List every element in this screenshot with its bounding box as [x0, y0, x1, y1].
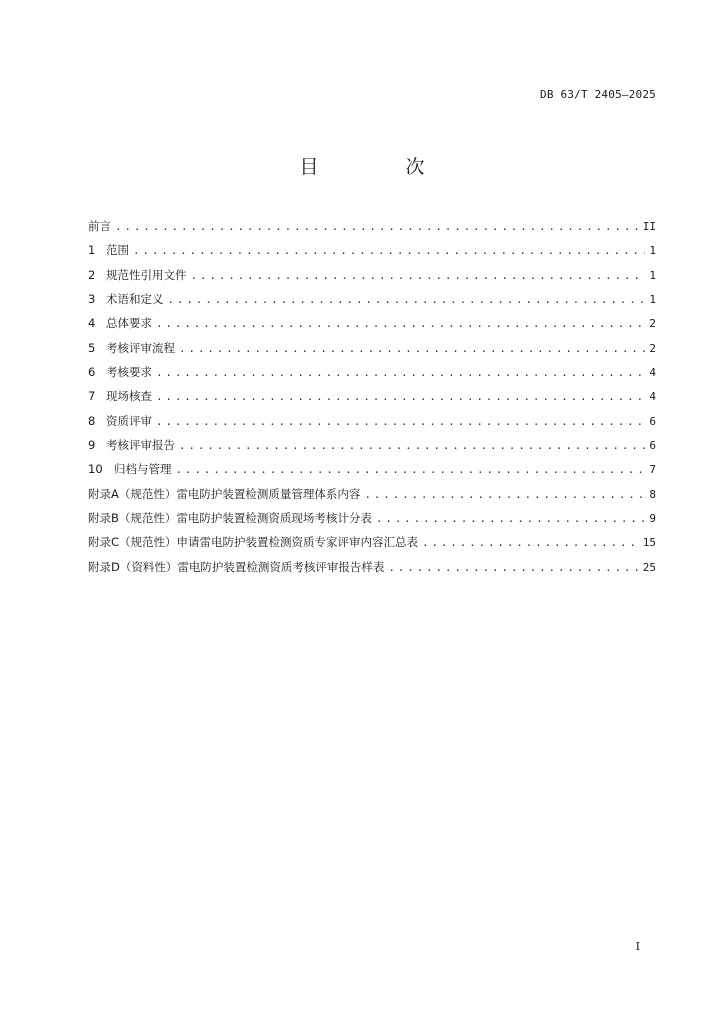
toc-dot-leader — [156, 390, 645, 403]
toc-entry-number: 2 — [88, 267, 96, 282]
page-number: I — [635, 940, 640, 953]
toc-dot-leader — [364, 488, 645, 501]
toc-dot-leader — [156, 317, 645, 330]
toc-appendix-a[interactable] — [88, 486, 656, 510]
appendix-title: 雷电防护装置检测质量管理体系内容 — [176, 486, 361, 501]
toc-dot-leader — [191, 269, 646, 282]
toc-entry-label: 归档与管理 — [114, 462, 172, 477]
toc-entry-7[interactable] — [88, 388, 656, 412]
toc-entry-foreword[interactable] — [88, 218, 656, 242]
toc-entry-number: 5 — [88, 340, 96, 355]
appendix-title: 雷电防护装置检测资质考核评审报告样表 — [177, 559, 385, 574]
toc-entry-number: 7 — [88, 389, 96, 404]
toc-entry-number: 3 — [88, 291, 96, 306]
toc-entry-3[interactable] — [88, 291, 656, 315]
toc-dot-leader — [179, 342, 645, 355]
appendix-prefix: 附录A（规范性） — [88, 486, 177, 501]
toc-appendix-c[interactable] — [88, 534, 656, 558]
toc-dot-leader — [156, 366, 645, 379]
toc-dot-leader — [176, 463, 646, 476]
toc-dot-leader — [388, 561, 638, 574]
toc-entry-label: 考核评审报告 — [106, 437, 175, 452]
toc-entry-label: 范围 — [106, 243, 129, 258]
toc-entry-page: 1 — [649, 268, 656, 282]
toc-entry-number: 1 — [88, 243, 96, 258]
toc-entry-label: 现场核查 — [106, 389, 152, 404]
toc-entry-page: 2 — [649, 317, 656, 331]
toc-dot-leader — [422, 536, 639, 549]
toc-entry-4[interactable] — [88, 315, 656, 339]
toc-entry-1[interactable] — [88, 242, 656, 266]
appendix-page: 25 — [642, 560, 656, 574]
toc-entry-page: 4 — [649, 390, 656, 404]
appendix-prefix: 附录C（规范性） — [88, 535, 177, 550]
toc-entry-5[interactable] — [88, 340, 656, 364]
toc-entry-8[interactable] — [88, 413, 656, 437]
toc-entry-label: 总体要求 — [106, 316, 152, 331]
toc-appendix-b[interactable] — [88, 510, 656, 534]
toc-entry-page: 4 — [649, 365, 656, 379]
toc-entry-page: 6 — [649, 414, 656, 428]
toc-entry-label: 考核评审流程 — [106, 340, 175, 355]
appendix-title: 雷电防护装置检测资质现场考核计分表 — [176, 510, 372, 525]
toc-entry-10[interactable] — [88, 461, 656, 485]
toc-entry-label: 资质评审 — [106, 413, 152, 428]
toc-dot-leader — [133, 244, 645, 257]
toc-entry-page: 1 — [649, 244, 656, 258]
toc-entry-9[interactable] — [88, 437, 656, 461]
appendix-prefix: 附录B（规范性） — [88, 510, 177, 525]
toc-entry-page: 7 — [649, 463, 656, 477]
toc-entry-page: 6 — [649, 438, 656, 452]
toc-entry-label: 考核要求 — [106, 364, 152, 379]
appendix-page: 15 — [642, 536, 656, 550]
toc-dot-leader — [376, 512, 645, 525]
toc-entry-number: 9 — [88, 437, 96, 452]
toc-entry-page: II — [642, 220, 656, 233]
toc-entry-label: 前言 — [88, 219, 111, 233]
toc-dot-leader — [156, 415, 645, 428]
toc-entry-page: 1 — [649, 292, 656, 306]
toc-entry-number: 8 — [88, 413, 96, 428]
toc-dot-leader — [168, 293, 646, 306]
toc-dot-leader — [115, 220, 639, 233]
toc-entry-number: 6 — [88, 364, 96, 379]
page-title: 目 次 — [299, 156, 459, 178]
toc-entry-page: 2 — [649, 341, 656, 355]
toc-appendix-d[interactable] — [88, 559, 656, 583]
toc-entry-label: 术语和定义 — [106, 291, 164, 306]
table-of-contents — [88, 218, 656, 583]
standard-code: DB 63/T 2405—2025 — [540, 88, 656, 101]
toc-dot-leader — [179, 439, 645, 452]
appendix-page: 9 — [649, 511, 656, 525]
toc-entry-number: 4 — [88, 316, 96, 331]
toc-entry-6[interactable] — [88, 364, 656, 388]
toc-entry-label: 规范性引用文件 — [106, 267, 187, 282]
appendix-title: 申请雷电防护装置检测资质专家评审内容汇总表 — [176, 535, 419, 550]
toc-entry-2[interactable] — [88, 267, 656, 291]
appendix-page: 8 — [649, 487, 656, 501]
toc-entry-number: 10 — [88, 462, 103, 477]
appendix-prefix: 附录D（资料性） — [88, 559, 178, 574]
